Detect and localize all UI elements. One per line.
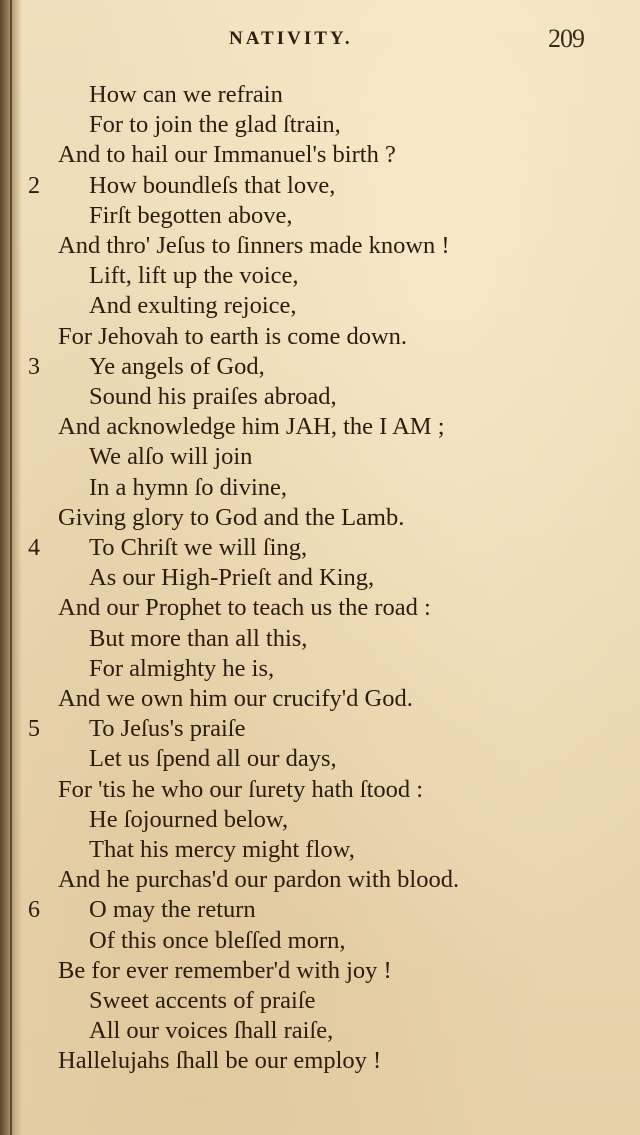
verse-line: And our Prophet to teach us the road : xyxy=(58,594,431,621)
verse-line: To Jeſus's praiſe xyxy=(89,715,246,742)
verse-line: Firſt begotten above, xyxy=(89,202,293,229)
verse-line: And thro' Jeſus to ſinners made known ! xyxy=(58,232,450,259)
binding-line xyxy=(10,0,12,1135)
verse-line: For 'tis he who our ſurety hath ſtood : xyxy=(58,776,424,803)
page-number: 209 xyxy=(548,24,584,53)
verse-line: As our High-Prieſt and King, xyxy=(89,564,375,591)
verse-number: 5 xyxy=(28,716,40,742)
verse-line: And we own him our crucify'd God. xyxy=(58,685,413,712)
verse-line: To Chriſt we will ſing, xyxy=(89,534,308,561)
verse-line: In a hymn ſo divine, xyxy=(89,474,288,501)
verse-line: O may the return xyxy=(89,896,256,923)
verse-line: All our voices ſhall raiſe, xyxy=(89,1017,334,1044)
verse-line: Lift, lift up the voice, xyxy=(89,262,299,289)
verse-line: How can we refrain xyxy=(89,81,283,108)
verse-line: That his mercy might flow, xyxy=(89,836,355,863)
verse-line: And acknowledge him JAH, the I AM ; xyxy=(58,413,445,440)
verse-line: How boundleſs that love, xyxy=(89,172,336,199)
verse-line: And he purchas'd our pardon with blood. xyxy=(58,866,460,893)
verse-number: 4 xyxy=(28,535,40,561)
verse-line: And exulting rejoice, xyxy=(89,292,297,319)
verse-line: He ſojourned below, xyxy=(89,806,289,833)
verse-line: Sweet accents of praiſe xyxy=(89,987,316,1014)
verse-line: We alſo will join xyxy=(89,443,253,470)
verse-line: Let us ſpend all our days, xyxy=(89,745,337,772)
running-head: NATIVITY. xyxy=(229,28,353,49)
verse-line: Of this once bleſſed morn, xyxy=(89,927,346,954)
verse-line: For to join the glad ſtrain, xyxy=(89,111,341,138)
verse-number: 2 xyxy=(28,173,40,199)
verse-line: And to hail our Immanuel's birth ? xyxy=(58,141,396,168)
verse-line: Sound his praiſes abroad, xyxy=(89,383,337,410)
verse-line: Be for ever remember'd with joy ! xyxy=(58,957,392,984)
verse-line: Giving glory to God and the Lamb. xyxy=(58,504,405,531)
verse-number: 3 xyxy=(28,354,40,380)
verse-line: For almighty he is, xyxy=(89,655,275,682)
verse-number: 6 xyxy=(28,897,40,923)
verse-line: Hallelujahs ſhall be our employ ! xyxy=(58,1047,382,1074)
page-header xyxy=(0,26,640,56)
verse-line: But more than all this, xyxy=(89,625,308,652)
verse-line: For Jehovah to earth is come down. xyxy=(58,323,408,350)
verse-line: Ye angels of God, xyxy=(89,353,265,380)
